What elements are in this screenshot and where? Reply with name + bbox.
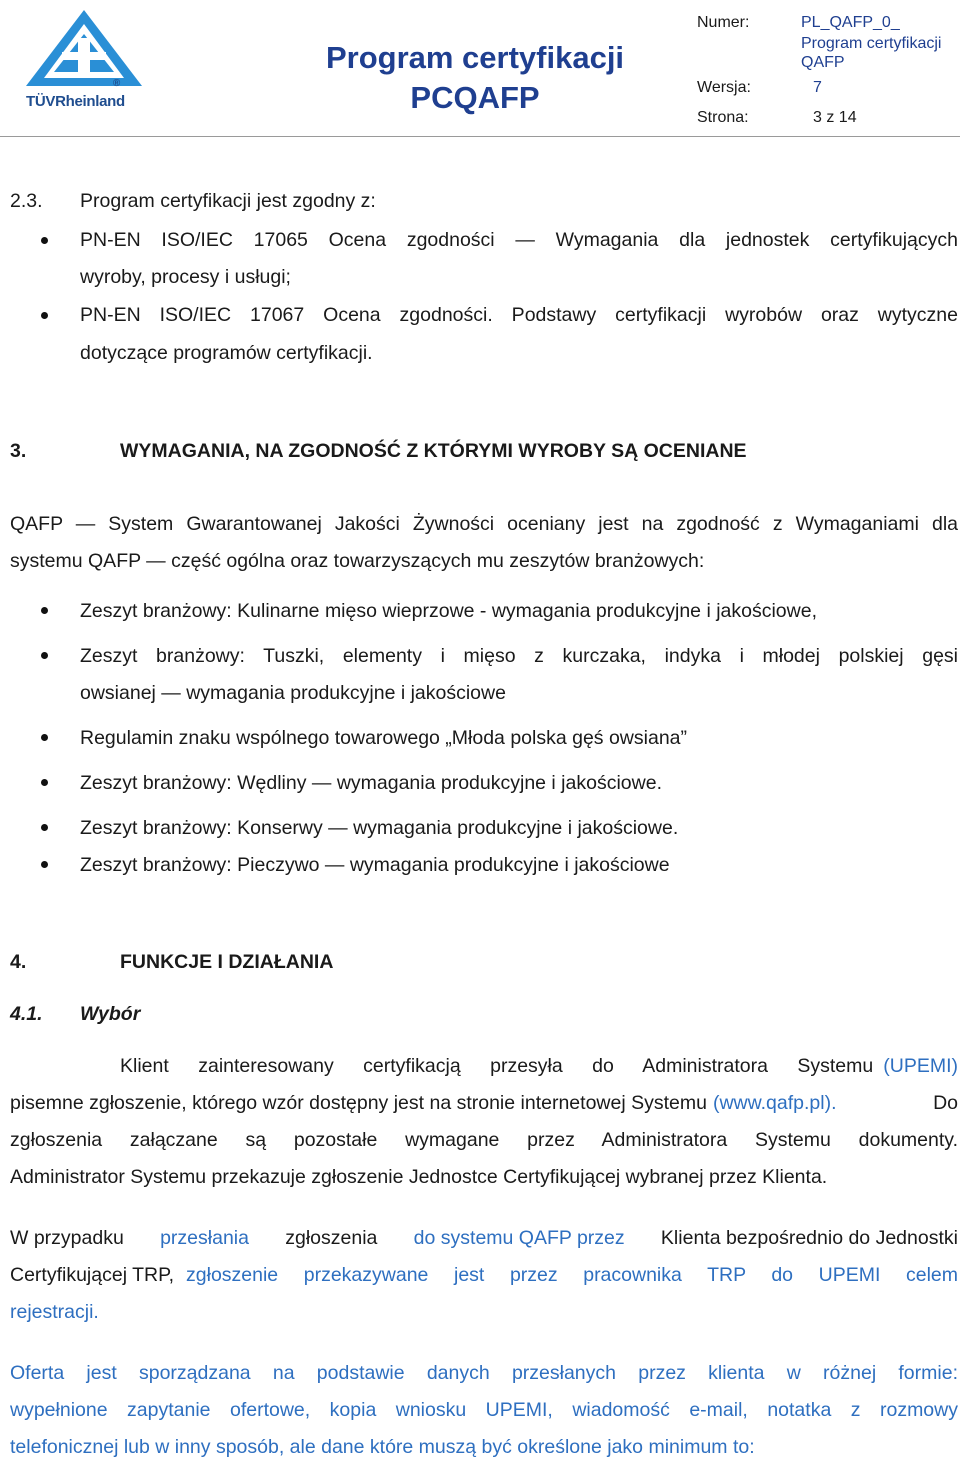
bullet-dot <box>41 237 48 244</box>
list-item: Zeszyt branżowy: Tuszki, elementy i mięso z kurczaka, indyka i młodej polskiej gęsi <box>80 645 958 667</box>
paragraph-text: Certyfikującej TRP, <box>10 1264 175 1286</box>
list-item: Zeszyt branżowy: Konserwy — wymagania produkcyjne i jakościowe. <box>80 817 679 839</box>
paragraph-2-line2 <box>10 1263 958 1287</box>
list-item: Regulamin znaku wspólnego towarowego „Młoda polska gęś owsiana” <box>80 727 688 749</box>
section-3-heading: WYMAGANIA, NA ZGODNOŚĆ Z KTÓRYMI WYROBY SĄ OCENIANE <box>120 440 747 462</box>
numer-value-2: Program certyfikacji <box>801 35 942 52</box>
registered-mark: ® <box>112 78 120 89</box>
paragraph-2-line1 <box>10 1226 958 1250</box>
section-4-number: 4. <box>10 951 27 973</box>
paragraph-3-line3: telefonicznej lub w inny sposób, ale dane które muszą być określone jako minimum to: <box>10 1436 755 1458</box>
wersja-label: Wersja: <box>697 79 751 96</box>
bullet-dot <box>41 824 48 831</box>
header-divider <box>0 136 960 137</box>
logo-wordmark: TÜVRheinland <box>26 93 125 110</box>
bullet-iso-17067-line1: PN-EN ISO/IEC 17067 Ocena zgodności. Podstawy certyfikacji wyrobów oraz wytyczne <box>80 304 958 326</box>
paragraph-1-line4: Administrator Systemu przekazuje zgłoszenie Jednostce Certyfikującej wybranej przez Klienta. <box>10 1166 828 1188</box>
bullet-iso-17067-line2: dotyczące programów certyfikacji. <box>80 342 373 364</box>
bullet-iso-17065-line2: wyroby, procesy i usługi; <box>80 266 291 288</box>
paragraph-text: W przypadku <box>10 1227 124 1249</box>
section-4-1-number: 4.1. <box>10 1003 43 1025</box>
paragraph-3-line1: Oferta jest sporządzana na podstawie danych przesłanych przez klienta w różnej formie: <box>10 1362 958 1384</box>
list-item-continuation: owsianej — wymagania produkcyjne i jakościowe <box>80 682 506 704</box>
list-item: Zeszyt branżowy: Pieczywo — wymagania produkcyjne i jakościowe <box>80 854 670 876</box>
list-item: Zeszyt branżowy: Wędliny — wymagania produkcyjne i jakościowe. <box>80 772 662 794</box>
logo-text <box>26 78 146 110</box>
strona-value: 3 z 14 <box>813 109 857 126</box>
paragraph-3-line2: wypełnione zapytanie ofertowe, kopia wniosku UPEMI, wiadomość e-mail, notatka z rozmowy <box>10 1399 958 1421</box>
section-4-heading: FUNKCJE I DZIAŁANIA <box>120 951 334 973</box>
tuv-rheinland-logo <box>22 8 146 112</box>
title-line-1: Program certyfikacji <box>325 40 625 75</box>
paragraph-text: Do <box>933 1092 958 1114</box>
paragraph-text: pisemne zgłoszenie, którego wzór dostępny jest na stronie internetowej Systemu <box>10 1092 707 1114</box>
bullet-iso-17065-line1: PN-EN ISO/IEC 17065 Ocena zgodności — Wymagania dla jednostek certyfikujących <box>80 229 958 251</box>
paragraph-text: Klienta bezpośrednio do Jednostki <box>660 1227 958 1249</box>
qafp-website-link[interactable]: (www.qafp.pl). <box>712 1092 837 1114</box>
triangle-logo-icon <box>22 8 146 90</box>
paragraph-highlight: zgłoszenie przekazywane jest przez pracownika TRP do UPEMI celem <box>186 1264 958 1286</box>
paragraph-2-line3: rejestracji. <box>10 1301 99 1323</box>
section-2-3-heading: Program certyfikacji jest zgodny z: <box>80 190 376 212</box>
bullet-dot <box>41 861 48 868</box>
paragraph-1-line2 <box>10 1091 958 1115</box>
upemi-reference: (UPEMI) <box>883 1055 958 1077</box>
bullet-dot <box>41 734 48 741</box>
bullet-dot <box>41 607 48 614</box>
list-item: Zeszyt branżowy: Kulinarne mięso wieprzowe - wymagania produkcyjne i jakościowe, <box>80 600 817 622</box>
bullet-dot <box>41 652 48 659</box>
document-title <box>300 38 650 118</box>
bullet-dot <box>41 312 48 319</box>
section-4-1-heading: Wybór <box>80 1003 141 1025</box>
section-3-intro-line1: QAFP — System Gwarantowanej Jakości Żywności oceniany jest na zgodność z Wymaganiami dla <box>10 513 958 535</box>
paragraph-highlight: do systemu QAFP przez <box>413 1227 625 1249</box>
wersja-value: 7 <box>813 79 822 96</box>
numer-label: Numer: <box>697 14 750 31</box>
section-3-intro-line2: systemu QAFP — część ogólna oraz towarzyszących mu zeszytów branżowych: <box>10 550 705 572</box>
paragraph-text: Klient zainteresowany certyfikacją przesyła do Administratora Systemu <box>120 1055 874 1077</box>
paragraph-highlight: przesłania <box>160 1227 249 1249</box>
strona-label: Strona: <box>697 109 749 126</box>
numer-value-1: PL_QAFP_0_ <box>801 14 900 31</box>
title-line-2: PCQAFP <box>410 80 540 115</box>
paragraph-1-line1 <box>120 1054 958 1078</box>
bullet-dot <box>41 779 48 786</box>
section-2-3-number: 2.3. <box>10 190 43 212</box>
section-3-number: 3. <box>10 440 27 462</box>
page-header <box>0 0 960 138</box>
paragraph-1-line3: zgłoszenia załączane są pozostałe wymagane przez Administratora Systemu dokumenty. <box>10 1129 958 1151</box>
paragraph-text: zgłoszenia <box>285 1227 378 1249</box>
numer-value-3: QAFP <box>801 54 845 71</box>
